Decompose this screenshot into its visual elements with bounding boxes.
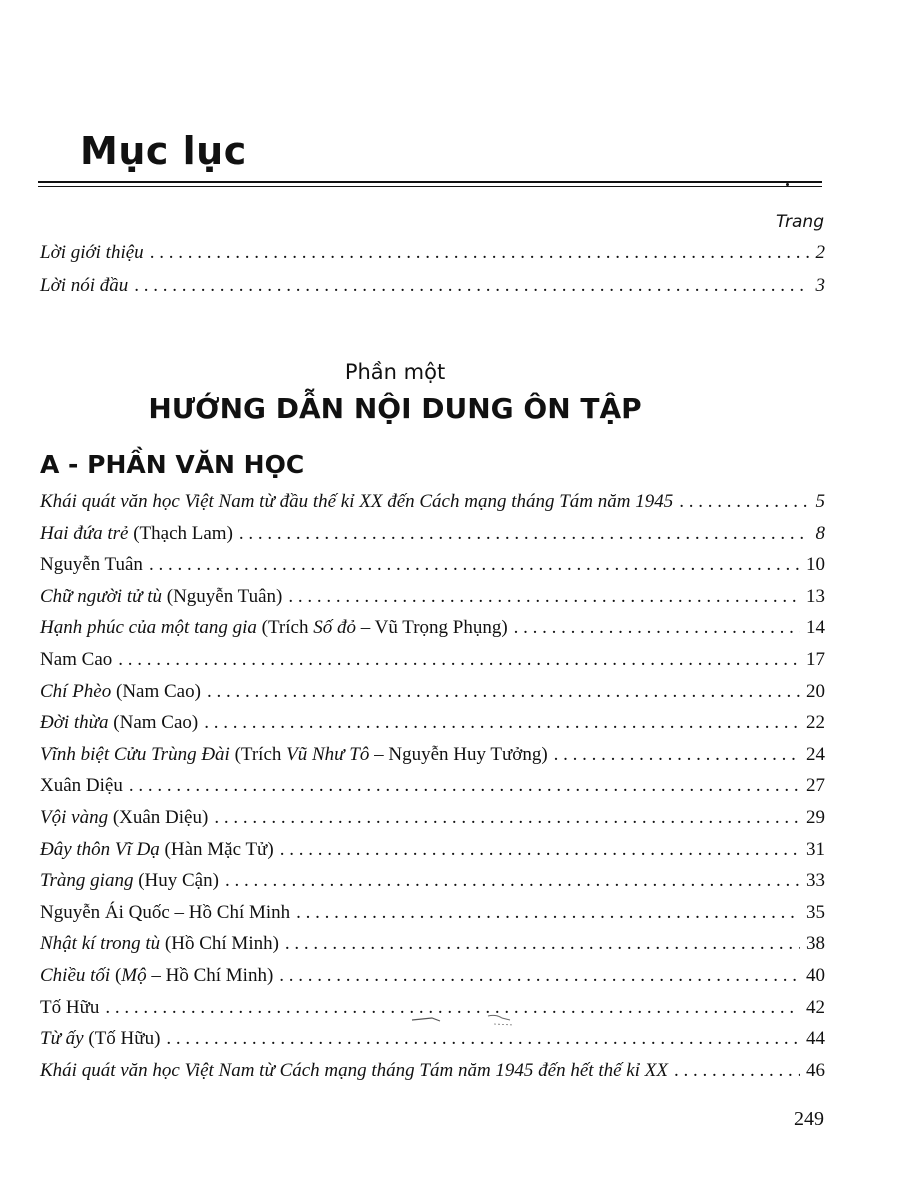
part-title: HƯỚNG DẪN NỘI DUNG ÔN TẬP bbox=[148, 392, 642, 425]
toc-page-number: 42 bbox=[806, 996, 825, 1018]
leader-dots bbox=[285, 929, 800, 959]
toc-entry[interactable] bbox=[40, 582, 825, 612]
leader-dots bbox=[129, 771, 800, 801]
page-column-header: Trang bbox=[775, 212, 824, 232]
footer-page-number: 249 bbox=[794, 1108, 824, 1130]
leader-dots bbox=[279, 961, 800, 991]
toc-title-text: (Nam Cao) bbox=[111, 680, 201, 702]
toc-entry[interactable] bbox=[40, 613, 825, 643]
toc-entry-title bbox=[40, 550, 143, 580]
toc-title-italic: Chiều tối bbox=[40, 965, 111, 986]
toc-title-text: Nguyễn Tuân bbox=[40, 554, 143, 576]
toc-entry[interactable] bbox=[40, 519, 825, 549]
toc-entry[interactable] bbox=[40, 1024, 825, 1054]
toc-title-text: – Hồ Chí Minh) bbox=[146, 965, 274, 986]
toc-entry-title bbox=[40, 677, 201, 707]
section-title: A - PHẦN VĂN HỌC bbox=[40, 450, 305, 479]
toc-page-number: 8 bbox=[815, 522, 825, 544]
toc-entry[interactable] bbox=[40, 645, 825, 675]
toc-page-number: 20 bbox=[806, 680, 825, 702]
leader-dots bbox=[514, 613, 800, 643]
toc-title-italic: Mộ bbox=[121, 965, 147, 986]
toc-entry-title bbox=[40, 898, 290, 928]
toc-title-italic: Tràng giang bbox=[40, 870, 134, 892]
leader-dots bbox=[288, 582, 800, 612]
print-smudge bbox=[410, 1012, 520, 1028]
toc-page-number: 5 bbox=[815, 491, 825, 512]
title-rule-thin bbox=[38, 186, 822, 187]
toc-entry[interactable] bbox=[40, 898, 825, 928]
leader-dots bbox=[118, 645, 800, 675]
toc-title-italic: Nhật kí trong tù bbox=[40, 933, 161, 955]
toc-title-text: (Nguyễn Tuân) bbox=[162, 585, 283, 607]
toc-entry[interactable] bbox=[40, 866, 825, 896]
toc-entry[interactable] bbox=[40, 1056, 825, 1086]
toc-title-text: Nguyễn Ái Quốc – Hồ Chí Minh bbox=[40, 901, 291, 923]
leader-dots bbox=[239, 519, 810, 549]
toc-page-number: 29 bbox=[806, 807, 825, 828]
toc-entry-title bbox=[40, 1056, 668, 1086]
toc-page-number: 13 bbox=[806, 585, 825, 607]
toc-entry[interactable] bbox=[40, 740, 825, 770]
leader-dots bbox=[214, 803, 800, 833]
toc-page-number: 14 bbox=[806, 617, 825, 639]
toc-title-text: Tố Hữu bbox=[40, 996, 100, 1018]
toc-title-text: (Xuân Diệu) bbox=[108, 807, 209, 828]
toc-title-text: (Tố Hữu) bbox=[83, 1028, 161, 1050]
toc-entry-title bbox=[40, 487, 673, 517]
toc-page-number: 44 bbox=[806, 1028, 825, 1050]
toc-page-number: 33 bbox=[806, 870, 825, 892]
toc-entry-title bbox=[40, 740, 548, 770]
toc-title-text: Nam Cao bbox=[40, 649, 113, 670]
toc-title-italic: Vĩnh biệt Cửu Trùng Đài bbox=[40, 743, 230, 765]
toc-entry[interactable] bbox=[40, 929, 825, 959]
leader-dots bbox=[149, 550, 800, 580]
toc-title-italic: Đây thôn Vĩ Dạ bbox=[40, 838, 160, 860]
toc-entry[interactable] bbox=[40, 271, 825, 301]
toc-title-italic: Hai đứa trẻ bbox=[40, 522, 129, 544]
toc-entry-title: Lời giới thiệu bbox=[40, 242, 144, 263]
toc-title-text: (Trích bbox=[229, 743, 287, 765]
part-label: Phần một bbox=[344, 360, 446, 384]
toc-entry-title bbox=[40, 1024, 160, 1054]
toc-page-number: 10 bbox=[806, 554, 825, 576]
toc-title-text: Xuân Diệu bbox=[40, 775, 123, 797]
toc-entry-title bbox=[40, 961, 273, 991]
leader-dots bbox=[296, 898, 800, 928]
toc-entry[interactable] bbox=[40, 550, 825, 580]
toc-page-number: 22 bbox=[806, 712, 825, 734]
toc-entry[interactable] bbox=[40, 238, 825, 268]
toc-title-text: (Thạch Lam) bbox=[128, 522, 233, 544]
toc-page-number: 38 bbox=[806, 933, 825, 955]
toc-entry[interactable] bbox=[40, 771, 825, 801]
toc-title-text: (Nam Cao) bbox=[108, 712, 199, 734]
leader-dots bbox=[554, 740, 800, 770]
toc-page-number: 35 bbox=[806, 901, 825, 923]
toc-entry[interactable] bbox=[40, 835, 825, 865]
toc-entry[interactable] bbox=[40, 803, 825, 833]
toc-entry-title bbox=[40, 929, 279, 959]
toc-entry-title bbox=[40, 866, 219, 896]
toc-page-number: 31 bbox=[806, 838, 825, 860]
toc-title-italic: Đời thừa bbox=[40, 712, 109, 734]
leader-dots bbox=[679, 487, 809, 517]
toc-page-number: 2 bbox=[815, 242, 825, 263]
toc-entry-title bbox=[40, 771, 123, 801]
leader-dots bbox=[207, 677, 800, 707]
leader-dots bbox=[204, 708, 800, 738]
toc-title-text: (Hàn Mặc Tử) bbox=[159, 838, 274, 860]
toc-title-text: – Vũ Trọng Phụng) bbox=[355, 617, 508, 639]
toc-entry[interactable] bbox=[40, 487, 825, 517]
toc-title-italic: Số đỏ bbox=[313, 617, 356, 639]
leader-dots bbox=[166, 1024, 800, 1054]
leader-dots bbox=[280, 835, 800, 865]
toc-entry[interactable] bbox=[40, 961, 825, 991]
toc-title-text: (Huy Cận) bbox=[133, 870, 219, 892]
toc-entry-title bbox=[40, 613, 508, 643]
toc-page-number: 3 bbox=[815, 275, 825, 296]
toc-entry-title: Lời nói đầu bbox=[40, 275, 129, 296]
toc-entry-title bbox=[40, 993, 99, 1023]
toc-page-number: 17 bbox=[806, 649, 825, 670]
title-rule bbox=[38, 181, 822, 183]
leader-dots bbox=[674, 1056, 800, 1086]
toc-title-text: – Nguyễn Huy Tưởng) bbox=[369, 743, 548, 765]
title-dot bbox=[786, 183, 789, 186]
toc-title-italic: Chí Phèo bbox=[40, 680, 112, 702]
leader-dots bbox=[134, 271, 809, 301]
toc-title-italic: Vội vàng bbox=[40, 807, 109, 828]
page-title: Mục lục bbox=[80, 129, 247, 173]
toc-title-italic: Khái quát văn học Việt Nam từ đầu thế kỉ XX đến Cách mạng tháng Tám năm 1945 bbox=[40, 491, 674, 512]
toc-title-italic: Vũ Như Tô bbox=[286, 743, 370, 765]
toc-title-text: ( bbox=[110, 965, 122, 986]
toc-entry-title bbox=[40, 645, 112, 675]
toc-entry[interactable] bbox=[40, 677, 825, 707]
toc-title-italic: Hạnh phúc của một tang gia bbox=[40, 617, 257, 639]
toc-entry-title bbox=[40, 803, 208, 833]
toc-entry[interactable] bbox=[40, 708, 825, 738]
toc-title-italic: Từ ấy bbox=[40, 1028, 84, 1050]
toc-entry-title bbox=[40, 519, 233, 549]
leader-dots bbox=[225, 866, 800, 896]
toc-page-number: 27 bbox=[806, 775, 825, 797]
toc-entry-title bbox=[40, 582, 282, 612]
toc-title-italic: Khái quát văn học Việt Nam từ Cách mạng tháng Tám năm 1945 đến hết thế kỉ XX bbox=[40, 1059, 668, 1081]
toc-title-text: (Trích bbox=[256, 617, 314, 639]
leader-dots bbox=[150, 238, 810, 268]
toc-page-number: 40 bbox=[806, 965, 825, 986]
toc-page-number: 46 bbox=[806, 1059, 825, 1081]
toc-title-text: (Hồ Chí Minh) bbox=[160, 933, 279, 955]
toc-entry-title bbox=[40, 835, 274, 865]
toc-title-italic: Chữ người tử tù bbox=[40, 585, 162, 607]
toc-entry-title bbox=[40, 708, 198, 738]
toc-page-number: 24 bbox=[806, 743, 825, 765]
